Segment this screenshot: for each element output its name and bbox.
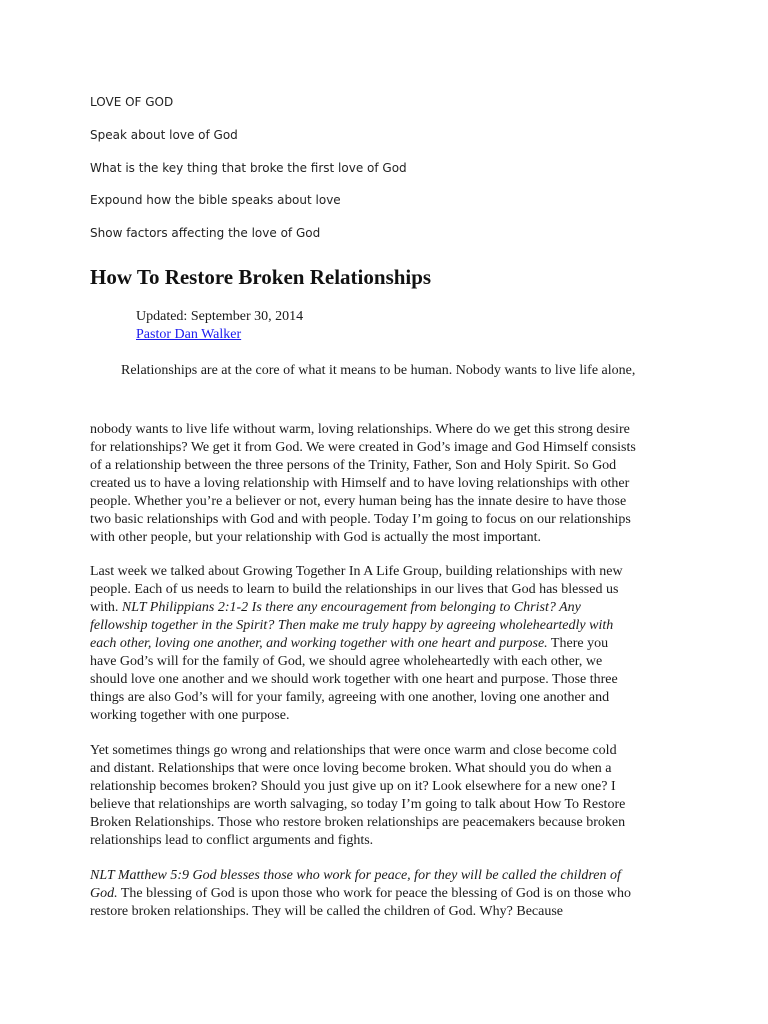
paragraph-line: Yet sometimes things go wrong and relationships that were once warm and close become cold — [90, 743, 617, 758]
outline-item: Speak about love of God — [90, 128, 238, 142]
updated-date: Updated: September 30, 2014 — [136, 309, 304, 324]
paragraph-line: created us to have a loving relationship with Himself and to have loving relationships with other — [90, 476, 630, 491]
paragraph-4 — [90, 867, 682, 921]
outline-item: Show factors affecting the love of God — [90, 226, 321, 240]
paragraph-line: working together with one purpose. — [90, 708, 290, 723]
outline-item: What is the key thing that broke the first love of God — [90, 161, 407, 175]
paragraph-line: and distant. Relationships that were once loving become broken. What should you do when a — [90, 761, 612, 776]
paragraph-line — [90, 635, 682, 653]
paragraph-line: with other people, but your relationship with God is actually the most important. — [90, 530, 542, 545]
paragraph-text: with. — [90, 600, 122, 615]
paragraph-line: restore broken relationships. They will be called the children of God. Why? Because — [90, 904, 563, 919]
outline-heading: LOVE OF GOD — [90, 95, 174, 109]
author-link[interactable]: Pastor Dan Walker — [136, 327, 242, 342]
paragraph-line: believe that relationships are worth salvaging, so today I’m going to talk about How To Restore — [90, 797, 626, 812]
paragraph-line: of a relationship between the three persons of the Trinity, Father, Son and Holy Spirit. So God — [90, 458, 617, 473]
paragraph-line: Broken Relationships. Those who restore broken relationships are peacemakers because broken — [90, 815, 626, 830]
paragraph-line — [90, 599, 682, 617]
paragraph-line: Last week we talked about Growing Together In A Life Group, building relationships with new — [90, 564, 623, 579]
paragraph-line: relationships lead to conflict arguments and fights. — [90, 833, 374, 848]
paragraph-line: two basic relationships with God and with people. Today I’m going to focus on our relationships — [90, 512, 631, 527]
scripture-quote: fellowship together in the Spirit? Then make me truly happy by agreeing wholeheartedly with — [90, 618, 614, 633]
article-title: How To Restore Broken Relationships — [90, 265, 432, 289]
paragraph-line — [90, 885, 682, 903]
paragraph-line: have God’s will for the family of God, we should agree wholeheartedly with each other, we — [90, 654, 603, 669]
paragraph-line: nobody wants to live life without warm, loving relationships. Where do we get this strong desire — [90, 422, 630, 437]
paragraph-1 — [90, 421, 682, 547]
scripture-quote: NLT Matthew 5:9 God blesses those who work for peace, for they will be called the children of — [90, 868, 621, 883]
scripture-quote: God. — [90, 886, 118, 901]
paragraph-line: for relationships? We get it from God. We were created in God’s image and God Himself consists — [90, 440, 636, 455]
paragraph-line: people. Each of us needs to learn to build the relationships in our lives that God has blessed us — [90, 582, 619, 597]
paragraph-line — [90, 867, 682, 885]
paragraph-2 — [90, 563, 682, 725]
scripture-quote: NLT Philippians 2:1-2 Is there any encouragement from belonging to Christ? Any — [121, 600, 581, 615]
outline-item: Expound how the bible speaks about love — [90, 193, 341, 207]
paragraph-text: There you — [547, 636, 609, 651]
intro-line: Relationships are at the core of what it means to be human. Nobody wants to live life alone, — [121, 363, 636, 378]
paragraph-line: relationship becomes broken? Should you just give up on it? Look elsewhere for a new one? I — [90, 779, 616, 794]
paragraph-line: should love one another and we should work together with one heart and purpose. Those three — [90, 672, 618, 687]
paragraph-text: The blessing of God is upon those who work for peace the blessing of God is on those who — [117, 886, 632, 901]
paragraph-line: people. Whether you’re a believer or not, every human being has the innate desire to have those — [90, 494, 627, 509]
paragraph-3 — [90, 742, 682, 850]
paragraph-line — [90, 617, 682, 635]
scripture-quote: each other, loving one another, and working together with one heart and purpose. — [90, 636, 548, 651]
paragraph-line: things are also God’s will for your family, agreeing with one another, loving one another and — [90, 690, 610, 705]
